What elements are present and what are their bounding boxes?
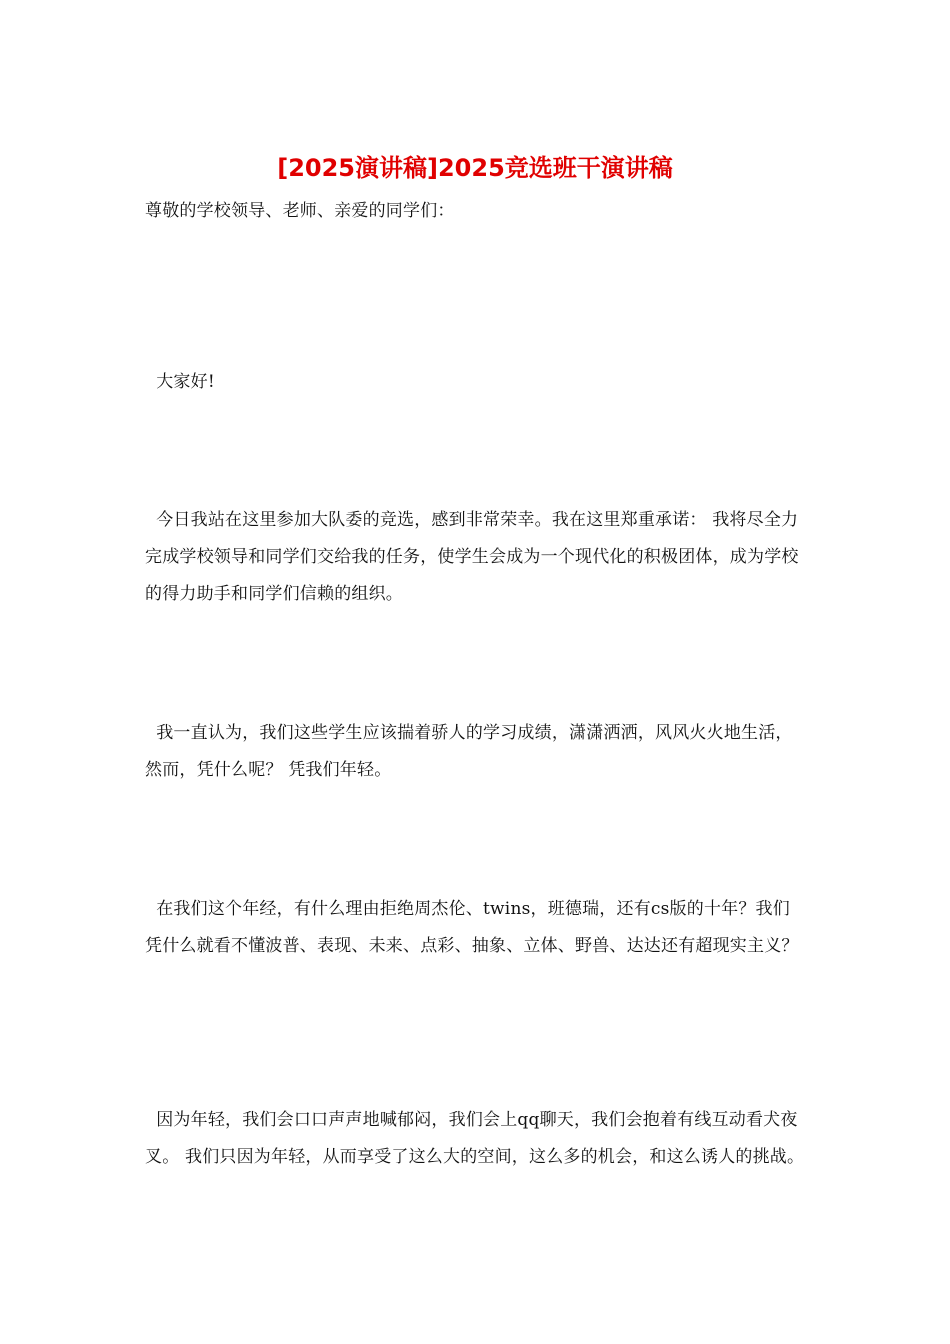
paragraph-commitment: 今日我站在这里参加大队委的竞选，感到非常荣幸。我在这里郑重承诺： 我将尽全力完成学校领导和同学们交给我的任务，使学生会成为一个现代化的积极团体，成为学校的得力助手和同学们信赖的组织。 (145, 510, 799, 604)
paragraph-youth: 我一直认为，我们这些学生应该揣着骄人的学习成绩，潇潇洒洒，风风火火地生活，然而，凭什么呢？ 凭我们年轻。 (145, 723, 793, 780)
document-title: [2025演讲稿]2025竞选班干演讲稿 (277, 154, 673, 182)
paragraph-opportunity: 因为年轻，我们会口口声声地喊郁闷，我们会上qq聊天，我们会抱着有线互动看犬夜叉。 我们只因为年轻，从而享受了这么大的空间，这么多的机会，和这么诱人的挑战。 (145, 1110, 805, 1167)
paragraph-hello: 大家好! (145, 372, 215, 392)
paragraph-culture: 在我们这个年经，有什么理由拒绝周杰伦、twins，班德瑞，还有cs版的十年？我们凭什么就看不懂波普、表现、未来、点彩、抽象、立体、野兽、达达还有超现实主义？ (145, 899, 799, 956)
greeting-line: 尊敬的学校领导、老师、亲爱的同学们： (145, 201, 455, 221)
